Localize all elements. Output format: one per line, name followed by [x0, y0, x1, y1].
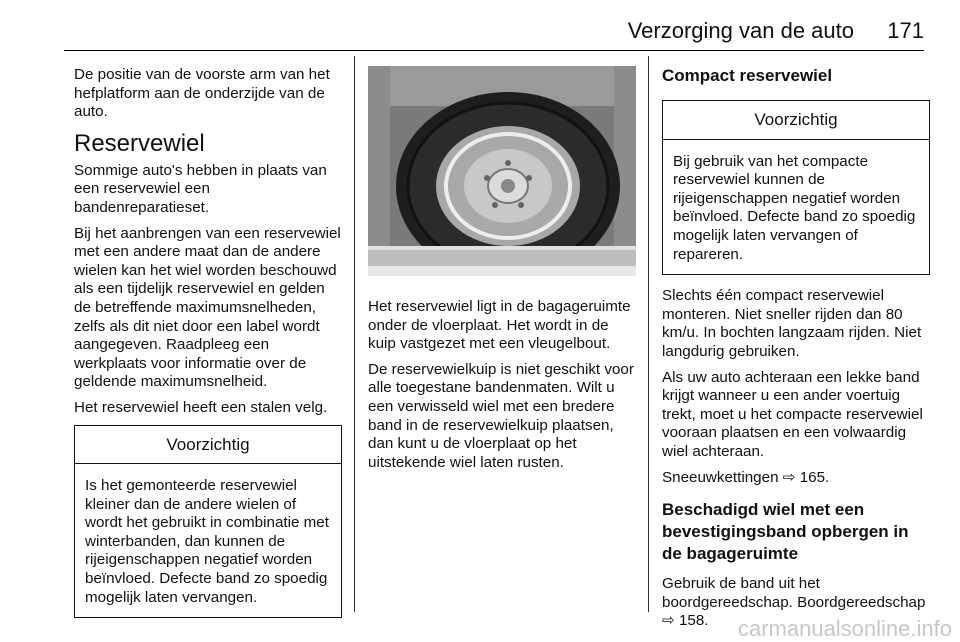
header-divider: [64, 50, 924, 51]
paragraph: Als uw auto achteraan een lekke band krijgt wanneer u een ander voertuig trekt, moet u het compacte reservewiel vooraan plaatsen en een volwaardig wiel achteraan.: [662, 368, 923, 460]
column-divider: [648, 56, 649, 612]
subsection-heading: Compact reservewiel: [662, 66, 833, 85]
column-right: [662, 66, 930, 638]
caution-box: [662, 100, 930, 275]
intro-paragraph: De positie van de voorste arm van het hefplatform aan de onderzijde van de auto.: [74, 66, 330, 121]
subsection-heading: Beschadigd wiel met een bevestigingsband opbergen in de bagageruimte: [662, 500, 909, 564]
caution-text: Is het gemonteerde reservewiel kleiner dan de andere wielen of wordt het gebruikt in combinatie met winterbanden, dan kunnen de rijeigenschappen negatief worden beïnvloed. Defecte band zo spoedig mogelijk laten vervangen.: [85, 477, 329, 606]
section-heading: Reservewiel: [74, 129, 205, 157]
chapter-title: Verzorging van de auto: [627, 18, 854, 43]
caution-title: Voorzichtig: [663, 101, 929, 140]
paragraph: Sommige auto's hebben in plaats van een reservewiel een bandenreparatieset.: [74, 161, 327, 216]
page-number: 171: [887, 18, 924, 43]
snow-chains-reference: Sneeuwkettingen ⇨ 165.: [662, 468, 830, 486]
tool-kit-reference: Gebruik de band uit het boordgereedschap. Boordgereedschap ⇨ 158.: [662, 575, 926, 630]
paragraph: Bij het aanbrengen van een reservewiel met een andere maat dan de andere wielen kan het wiel worden beschouwd als een tijdelijk reservewiel en gelden de betreffende maximumsnelheden, zelfs als dit niet door een label wordt aangegeven. Raadpleeg een werkplaats voor informatie over de geldende maximumsnelheid.: [74, 224, 341, 391]
caution-box: [74, 425, 342, 619]
paragraph: Het reservewiel ligt in de bagageruimte onder de vloerplaat. Het wordt in de kuip vastgezet met een vleugelbout.: [368, 298, 631, 353]
paragraph: Het reservewiel heeft een stalen velg.: [74, 398, 328, 416]
paragraph: Slechts één compact reservewiel monteren. Niet sneller rijden dan 80 km/u. In bochten langzaam rijden. Niet langdurig gebruiken.: [662, 287, 922, 360]
watermark: carmanualsonline.info: [737, 616, 952, 641]
column-middle: [368, 66, 636, 479]
column-left: [74, 66, 342, 630]
spare-wheel-photo: [368, 66, 636, 276]
column-divider: [354, 56, 355, 612]
spare-wheel-illustration: [368, 66, 636, 276]
page-header: [64, 8, 924, 48]
caution-title: Voorzichtig: [75, 426, 341, 465]
paragraph: De reservewielkuip is niet geschikt voor alle toegestane bandenmaten. Wilt u een verwisseld wiel met een bredere band in de reservewielkuip plaatsen, dan kunt u de vloerplaat op het uitstekende wiel laten rusten.: [368, 360, 634, 471]
caution-text: Bij gebruik van het compacte reservewiel kunnen de rijeigenschappen negatief worden beïnvloed. Defecte band zo spoedig mogelijk laten vervangen of repareren.: [673, 152, 916, 263]
